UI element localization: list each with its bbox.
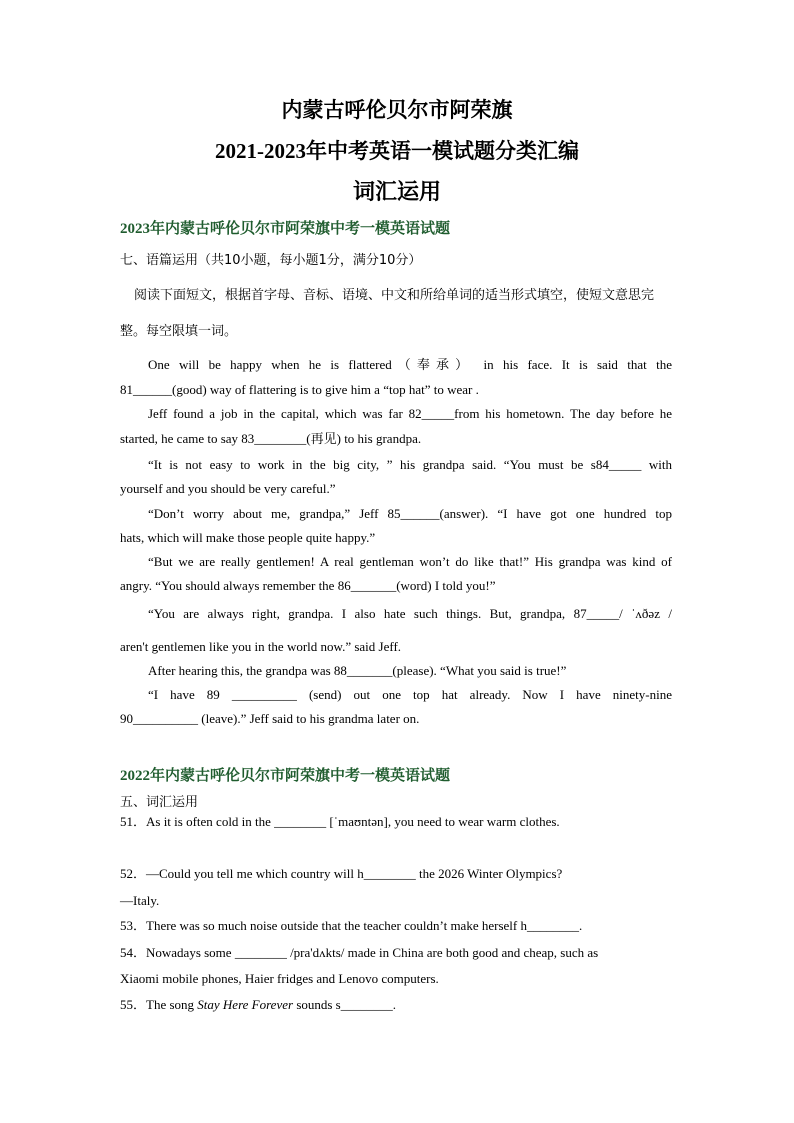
instruction-line-1: 阅读下面短文，根据首字母、音标、语境、中文和所给单词的适当形式填空，使短文意思完	[134, 288, 655, 303]
question-55-suffix: sounds s________.	[293, 997, 396, 1012]
question-52: 52．—Could you tell me which country will h________ the 2026 Winter Olympics?	[120, 866, 563, 881]
part-heading-5: 五、词汇运用	[120, 795, 199, 810]
passage-line: yourself and you should be very careful.”	[120, 481, 336, 496]
passage-line: One will be happy when he is flattered（奉承） in his face. It is said that the	[148, 357, 672, 372]
question-54-continued: Xiaomi mobile phones, Haier fridges and Lenovo computers.	[120, 971, 439, 986]
question-55	[120, 997, 672, 1013]
passage-line: After hearing this, the grandpa was 88_______(please). “What you said is true!”	[148, 663, 567, 678]
question-55-prefix: 55．The song	[120, 997, 198, 1012]
passage-line: aren't gentlemen like you in the world now.” said Jeff.	[120, 639, 402, 654]
passage-line: 81______(good) way of flattering is to give him a “top hat” to wear .	[120, 382, 479, 397]
part-heading-7: 七、语篇运用（共10小题，每小题1分，满分10分）	[120, 253, 422, 268]
question-52-answer: —Italy.	[120, 893, 160, 908]
passage-line: started, he came to say 83________(再见) to his grandpa.	[120, 431, 422, 446]
doc-title-region: 内蒙古呼伦贝尔市阿荣旗	[281, 98, 513, 122]
passage-line: hats, which will make those people quite happy.”	[120, 530, 376, 545]
passage-line: “But we are really gentlemen! A real gentleman won’t do like that!” His grandpa was kind of	[148, 554, 672, 569]
passage-line: 90__________ (leave).” Jeff said to his grandma later on.	[120, 711, 420, 726]
passage-line: Jeff found a job in the capital, which was far 82_____from his hometown. The day before he	[148, 406, 672, 421]
doc-title-topic: 词汇运用	[352, 179, 441, 204]
question-51: 51．As it is often cold in the ________ [ˈmaʊntən], you need to wear warm clothes.	[120, 814, 560, 829]
passage-line: “It is not easy to work in the big city, ” his grandpa said. “You must be s84_____ with	[148, 457, 672, 472]
section-heading-2022: 2022年内蒙古呼伦贝尔市阿荣旗中考一模英语试题	[120, 768, 451, 784]
song-title: Stay Here Forever	[197, 997, 294, 1012]
passage-line: “Don’t worry about me, grandpa,” Jeff 85______(answer). “I have got one hundred top	[148, 506, 672, 521]
question-53: 53．There was so much noise outside that the teacher couldn’t make herself h________.	[120, 918, 583, 933]
passage-line: “You are always right, grandpa. I also hate such things. But, grandpa, 87_____/ ˈʌðəz /	[148, 606, 672, 621]
doc-title-exam: 2021-2023年中考英语一模试题分类汇编	[215, 139, 579, 163]
passage-line: “I have 89 __________ (send) out one top hat already. Now I have ninety-nine	[148, 687, 672, 702]
instruction-line-2: 整。每空限填一词。	[120, 324, 238, 339]
section-heading-2023: 2023年内蒙古呼伦贝尔市阿荣旗中考一模英语试题	[120, 221, 451, 237]
question-54: 54．Nowadays some ________ /pra'dʌkts/ made in China are both good and cheap, such as	[120, 945, 599, 960]
passage-line: angry. “You should always remember the 86_______(word) I told you!”	[120, 578, 496, 593]
